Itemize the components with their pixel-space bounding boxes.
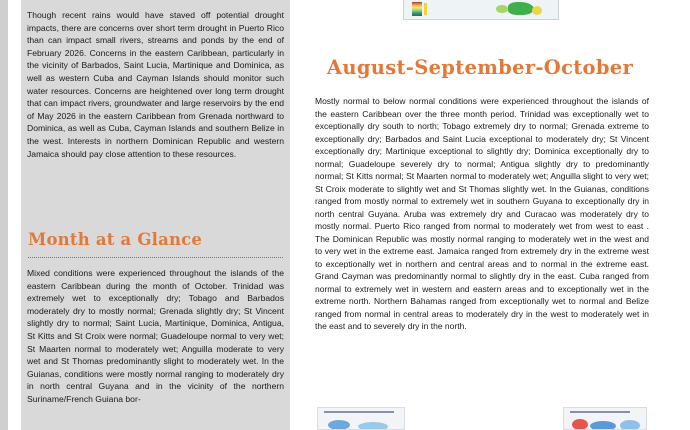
month-at-a-glance-heading: Month at a Glance: [28, 230, 203, 249]
map-land-shape: [328, 420, 350, 430]
map-land-shape: [590, 421, 616, 430]
main-column: [305, 0, 690, 430]
map-land-shape: [532, 6, 542, 15]
spi-map-thumbnail-top: [403, 0, 559, 20]
dotted-divider: [28, 257, 283, 258]
map-legend-swatch: [412, 2, 422, 16]
drought-outlook-paragraph: Though recent rains would have staved off potential drought impacts, there are concerns over short term drought in Puerto Rico than can impact small rivers, streams and ponds by the end of February 2026. Concerns in the eastern Caribbean, particularly in the vicinity of Barbados, Saint Lucia, Martinique and Dominica, as well as western Cuba and Cayman Islands should monitor such water resources. Concerns are heightened over long term drought that can impact rivers, groundwater and large reservoirs by the end of May 2026 in the eastern Caribbean from Grenada northward to Dominica, as well as Cuba, Cayman Islands and southern Belize in the west. Interests in northern Dominican Republic and western Jamaica should pay close attention to these resources.: [27, 10, 284, 159]
spi-map-thumbnail-right: [563, 407, 647, 430]
month-at-a-glance-paragraph: Mixed conditions were experienced throughout the islands of the eastern Caribbean during the month of October. Trinidad was extremely wet to exceptionally dry; Tobago and Barbados moderately dry to mostly normal; Grenada slightly dry; St Vincent slightly dry to normal; Saint Lucia, Martinique, Dominica, Antigua, St Kitts and St Croix were normal; Guadeloupe normal to very wet; St Maarten normal to moderately wet; Anguilla moderate to very wet and St Thomas predominantly slight to moderately wet. In the Guianas, conditions were mostly normal ranging to moderately dry in north central Guyana and in the vicinity of the northern Suriname/French Guiana bor-: [27, 268, 284, 404]
map-legend-swatch-secondary: [424, 3, 427, 15]
map-land-shape: [496, 5, 508, 13]
map-land-shape: [358, 422, 388, 430]
aso-section-title: August-September-October: [326, 56, 634, 79]
map-land-shape: [508, 2, 534, 15]
map-caption-line: [324, 411, 394, 413]
sidebar-panel: [21, 0, 290, 430]
page-edge: [0, 0, 8, 430]
map-land-shape: [620, 420, 640, 430]
map-land-shape: [572, 419, 588, 430]
aso-paragraph: Mostly normal to below normal conditions were experienced throughout the islands of the eastern Caribbean over the three month period. Trinidad was exceptionally wet to exceptionally dry south to north; Tobago extremely dry to normal; Grenada extreme to exceptionally dry; Barbados and Saint Lucia exceptional to moderately dry; St Vincent exceptionally dry; Martinique exceptional to slightly dry; Dominica exceptionally dry to normal; Guadeloupe severely dry to normal; Antigua slightly dry to predominantly normal; St Kitts normal; St Maarten normal to moderately wet; Anguilla slight to very wet; St Croix moderate to slightly wet and St Thomas slightly wet. In the Guianas, conditions ranged from mostly normal to extremely wet in southern Guyana to exceptionally dry in north central Guyana. Aruba was extremely dry and Curacao was moderately dry to mostly normal. Puerto Rico ranged from normal to moderately wet from west to east . The Dominican Republic was mostly normal ranging to moderately wet in the west and to very wet in the extreme east. Jamaica ranged from extremely dry in the extreme west to exceptionally wet in northern and central areas and to normal in the extreme east. Grand Cayman was predominantly normal to slightly dry in the east. Cuba ranged from normal to extremely wet in western and eastern areas and to exceptionally wet in the extreme north. Northern Bahamas ranged from exceptionally wet to normal and Belize ranged from normal in central areas to moderately dry in the west to moderately wet in the east and to severely dry in the north.: [315, 96, 649, 331]
map-caption-line: [570, 411, 630, 413]
spi-map-thumbnail-left: [317, 407, 405, 430]
